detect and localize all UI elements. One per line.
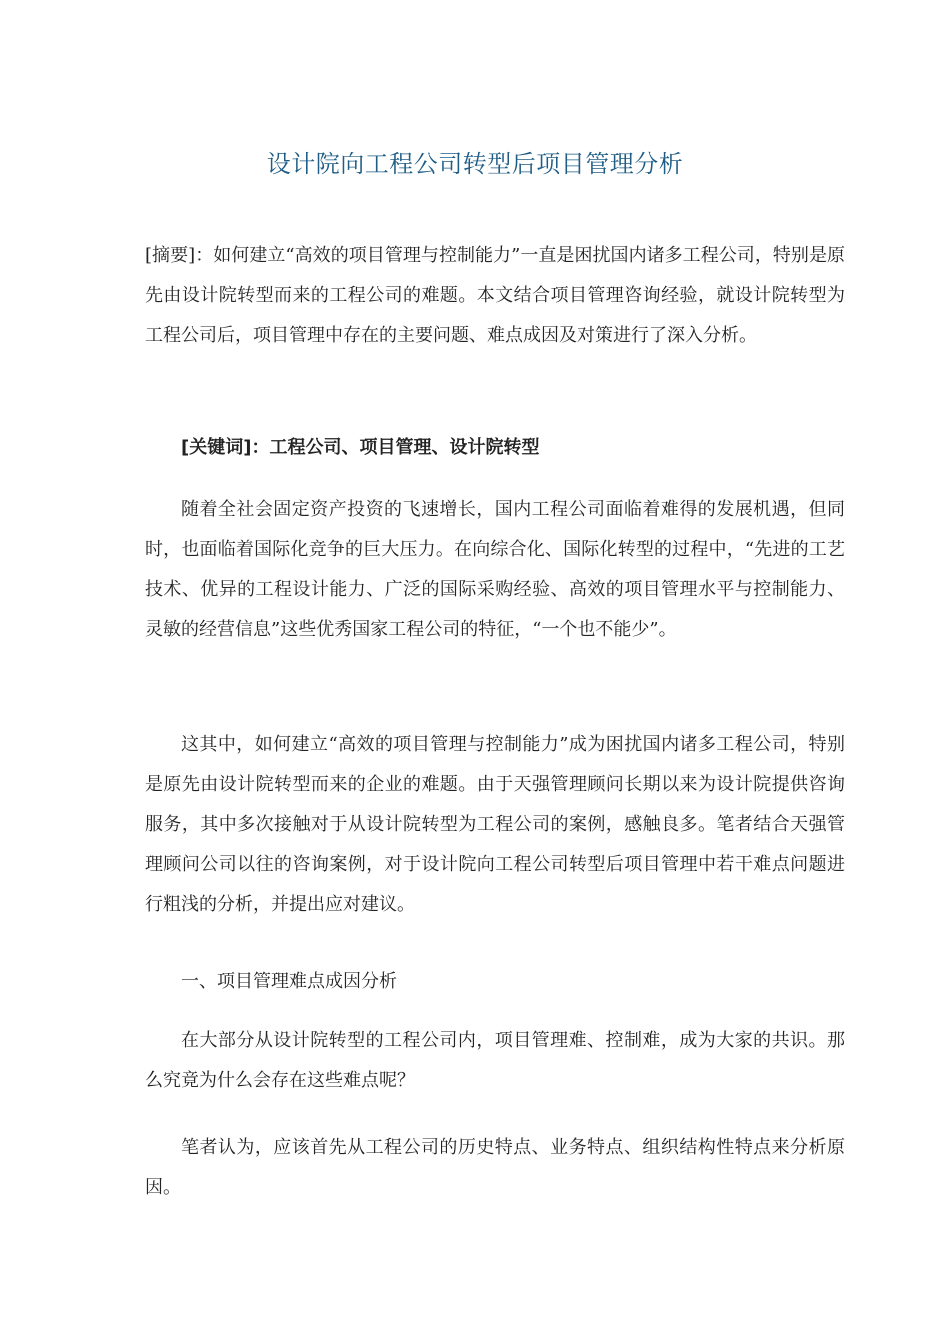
keywords-paragraph: [关键词]：工程公司、项目管理、设计院转型	[181, 437, 540, 458]
body-paragraph-2: 这其中，如何建立“高效的项目管理与控制能力”成为困扰国内诸多工程公司，特别是原先由设计院转型而来的企业的难题。由于天强管理顾问长期以来为设计院提供咨询服务，其中多次接触对于从设计院转型为工程公司的案例，感触良多。笔者结合天强管理顾问公司以往的咨询案例，对于设计院向工程公司转型后项目管理中若干难点问题进行粗浅的分析，并提出应对建议。	[145, 734, 845, 915]
section-heading: 一、项目管理难点成因分析	[181, 971, 397, 992]
body-paragraph-3: 在大部分从设计院转型的工程公司内，项目管理难、控制难，成为大家的共识。那么究竟为什么会存在这些难点呢？	[145, 1030, 845, 1091]
document-title: 设计院向工程公司转型后项目管理分析	[266, 150, 684, 178]
body-paragraph-1: 随着全社会固定资产投资的飞速增长，国内工程公司面临着难得的发展机遇，但同时，也面临着国际化竞争的巨大压力。在向综合化、国际化转型的过程中，“先进的工艺技术、优异的工程设计能力、广泛的国际采购经验、高效的项目管理水平与控制能力、灵敏的经营信息”这些优秀国家工程公司的特征，“一个也不能少”。	[145, 499, 845, 640]
abstract-paragraph: [摘要]：如何建立“高效的项目管理与控制能力”一直是困扰国内诸多工程公司，特别是原先由设计院转型而来的工程公司的难题。本文结合项目管理咨询经验，就设计院转型为工程公司后，项目管理中存在的主要问题、难点成因及对策进行了深入分析。	[145, 245, 845, 346]
body-paragraph-4: 笔者认为，应该首先从工程公司的历史特点、业务特点、组织结构性特点来分析原因。	[145, 1137, 845, 1198]
